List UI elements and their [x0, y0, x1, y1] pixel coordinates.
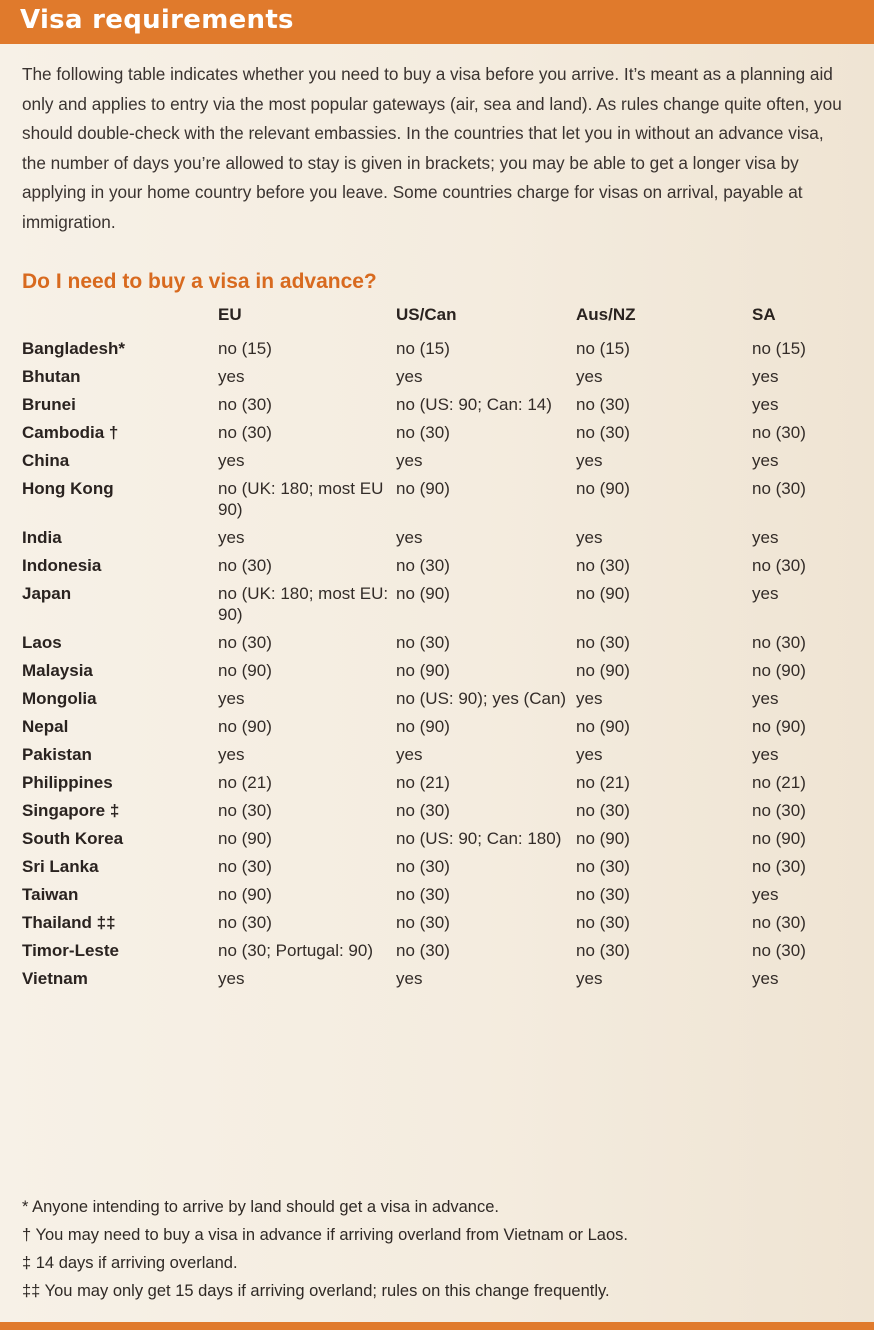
country-cell: China — [22, 451, 70, 470]
us-can-cell: yes — [396, 451, 423, 470]
table-heading: Do I need to buy a visa in advance? — [22, 270, 377, 293]
footnotes — [22, 1193, 852, 1305]
aus-nz-cell: no (90) — [576, 661, 630, 680]
eu-cell: no (30) — [218, 633, 272, 652]
table-row — [22, 363, 832, 391]
country-cell: Pakistan — [22, 745, 92, 764]
sa-cell: yes — [752, 584, 779, 603]
eu-cell: no (90) — [218, 885, 272, 904]
country-cell: Vietnam — [22, 969, 88, 988]
eu-cell: no (30) — [218, 913, 272, 932]
eu-cell: no (30) — [218, 395, 272, 414]
us-can-cell: no (21) — [396, 773, 450, 792]
aus-nz-cell: no (30) — [576, 885, 630, 904]
table-row — [22, 797, 832, 825]
aus-nz-cell: no (30) — [576, 941, 630, 960]
table-row — [22, 657, 832, 685]
country-cell: Mongolia — [22, 689, 97, 708]
eu-cell: no (UK: 180; most EU 90) — [218, 479, 384, 519]
aus-nz-cell: no (30) — [576, 857, 630, 876]
aus-nz-cell: no (30) — [576, 423, 630, 442]
table-row — [22, 629, 832, 657]
country-cell: Laos — [22, 633, 62, 652]
eu-cell: yes — [218, 367, 245, 386]
footnote: † You may need to buy a visa in advance if arriving overland from Vietnam or Laos. — [22, 1226, 628, 1244]
footnote: ‡ 14 days if arriving overland. — [22, 1254, 238, 1272]
us-can-cell: no (US: 90; Can: 180) — [396, 829, 562, 848]
column-header-aus-nz: Aus/NZ — [576, 305, 636, 324]
country-cell: Brunei — [22, 395, 76, 414]
us-can-cell: no (30) — [396, 556, 450, 575]
aus-nz-cell: no (30) — [576, 556, 630, 575]
aus-nz-cell: no (30) — [576, 801, 630, 820]
column-header-sa: SA — [752, 305, 776, 324]
sa-cell: no (90) — [752, 661, 806, 680]
sa-cell: yes — [752, 451, 779, 470]
eu-cell: no (UK: 180; most EU: 90) — [218, 584, 389, 624]
table-row — [22, 881, 832, 909]
intro-paragraph: The following table indicates whether you need to buy a visa before you arrive. It’s meant as a planning aid only and applies to entry via the most popular gateways (air, sea and land). As rules change quite often, you should double-check with the relevant embassies. In the countries that let you in without an advance visa, the number of days you’re allowed to stay is given in brackets; you may be able to get a longer visa by applying in your home country before you leave. Some countries charge for visas on arrival, payable at immigration. — [22, 64, 842, 232]
country-cell: Singapore ‡ — [22, 801, 120, 820]
us-can-cell: no (30) — [396, 913, 450, 932]
table-row — [22, 447, 832, 475]
eu-cell: no (30) — [218, 857, 272, 876]
sa-cell: no (90) — [752, 829, 806, 848]
eu-cell: no (15) — [218, 339, 272, 358]
sa-cell: no (30) — [752, 423, 806, 442]
table-row — [22, 825, 832, 853]
footnote: * Anyone intending to arrive by land should get a visa in advance. — [22, 1198, 499, 1216]
us-can-cell: no (90) — [396, 479, 450, 498]
us-can-cell: no (30) — [396, 801, 450, 820]
us-can-cell: yes — [396, 367, 423, 386]
eu-cell: no (30) — [218, 556, 272, 575]
eu-cell: yes — [218, 689, 245, 708]
visa-table — [22, 303, 832, 993]
aus-nz-cell: no (90) — [576, 584, 630, 603]
table-row — [22, 769, 832, 797]
table-header-row — [22, 303, 832, 335]
us-can-cell: yes — [396, 969, 423, 988]
eu-cell: no (90) — [218, 661, 272, 680]
column-header-country — [22, 303, 218, 335]
aus-nz-cell: yes — [576, 367, 603, 386]
eu-cell: yes — [218, 745, 245, 764]
table-row — [22, 419, 832, 447]
us-can-cell: no (US: 90; Can: 14) — [396, 395, 552, 414]
aus-nz-cell: no (30) — [576, 633, 630, 652]
us-can-cell: no (30) — [396, 423, 450, 442]
country-cell: Taiwan — [22, 885, 79, 904]
country-cell: South Korea — [22, 829, 124, 848]
aus-nz-cell: yes — [576, 745, 603, 764]
table-row — [22, 391, 832, 419]
table-row — [22, 335, 832, 363]
table-row — [22, 909, 832, 937]
us-can-cell: no (30) — [396, 885, 450, 904]
aus-nz-cell: yes — [576, 528, 603, 547]
us-can-cell: yes — [396, 528, 423, 547]
sa-cell: no (90) — [752, 717, 806, 736]
us-can-cell: no (90) — [396, 584, 450, 603]
table-row — [22, 965, 832, 993]
header-bar — [0, 0, 874, 44]
country-cell: Bangladesh* — [22, 339, 125, 358]
us-can-cell: no (15) — [396, 339, 450, 358]
sa-cell: yes — [752, 885, 779, 904]
sa-cell: no (30) — [752, 913, 806, 932]
table-row — [22, 552, 832, 580]
country-cell: Sri Lanka — [22, 857, 99, 876]
us-can-cell: no (90) — [396, 661, 450, 680]
us-can-cell: no (30) — [396, 857, 450, 876]
sa-cell: yes — [752, 528, 779, 547]
aus-nz-cell: yes — [576, 451, 603, 470]
page-title: Visa requirements — [20, 5, 294, 35]
us-can-cell: yes — [396, 745, 423, 764]
us-can-cell: no (30) — [396, 633, 450, 652]
country-cell: Thailand ‡‡ — [22, 913, 116, 932]
table-body — [22, 335, 832, 993]
aus-nz-cell: no (21) — [576, 773, 630, 792]
us-can-cell: no (30) — [396, 941, 450, 960]
table-row — [22, 937, 832, 965]
eu-cell: yes — [218, 969, 245, 988]
country-cell: Cambodia † — [22, 423, 119, 442]
column-header-us-can: US/Can — [396, 305, 457, 324]
country-cell: Philippines — [22, 773, 113, 792]
table-row — [22, 713, 832, 741]
eu-cell: yes — [218, 528, 245, 547]
sa-cell: yes — [752, 367, 779, 386]
sa-cell: yes — [752, 689, 779, 708]
table-row — [22, 524, 832, 552]
table-row — [22, 475, 832, 524]
eu-cell: no (21) — [218, 773, 272, 792]
sa-cell: no (30) — [752, 633, 806, 652]
table-row — [22, 580, 832, 629]
eu-cell: no (90) — [218, 717, 272, 736]
aus-nz-cell: no (90) — [576, 829, 630, 848]
eu-cell: no (30; Portugal: 90) — [218, 941, 373, 960]
country-cell: Nepal — [22, 717, 69, 736]
aus-nz-cell: no (15) — [576, 339, 630, 358]
table-row — [22, 741, 832, 769]
bottom-bar — [0, 1322, 874, 1330]
aus-nz-cell: no (30) — [576, 395, 630, 414]
aus-nz-cell: yes — [576, 969, 603, 988]
country-cell: Bhutan — [22, 367, 81, 386]
country-cell: Japan — [22, 584, 72, 603]
sa-cell: yes — [752, 395, 779, 414]
aus-nz-cell: no (90) — [576, 717, 630, 736]
eu-cell: no (90) — [218, 829, 272, 848]
aus-nz-cell: yes — [576, 689, 603, 708]
column-header-eu: EU — [218, 305, 242, 324]
country-cell: India — [22, 528, 62, 547]
sa-cell: no (15) — [752, 339, 806, 358]
country-cell: Indonesia — [22, 556, 102, 575]
eu-cell: no (30) — [218, 801, 272, 820]
sa-cell: yes — [752, 969, 779, 988]
country-cell: Malaysia — [22, 661, 93, 680]
table-row — [22, 853, 832, 881]
eu-cell: yes — [218, 451, 245, 470]
country-cell: Hong Kong — [22, 479, 114, 498]
country-cell: Timor-Leste — [22, 941, 119, 960]
sa-cell: no (30) — [752, 556, 806, 575]
sa-cell: no (21) — [752, 773, 806, 792]
sa-cell: no (30) — [752, 857, 806, 876]
us-can-cell: no (90) — [396, 717, 450, 736]
sa-cell: no (30) — [752, 479, 806, 498]
sa-cell: no (30) — [752, 801, 806, 820]
aus-nz-cell: no (30) — [576, 913, 630, 932]
sa-cell: no (30) — [752, 941, 806, 960]
eu-cell: no (30) — [218, 423, 272, 442]
table-row — [22, 685, 832, 713]
footnote: ‡‡ You may only get 15 days if arriving overland; rules on this change frequently. — [22, 1282, 610, 1300]
sa-cell: yes — [752, 745, 779, 764]
us-can-cell: no (US: 90); yes (Can) — [396, 689, 567, 708]
aus-nz-cell: no (90) — [576, 479, 630, 498]
